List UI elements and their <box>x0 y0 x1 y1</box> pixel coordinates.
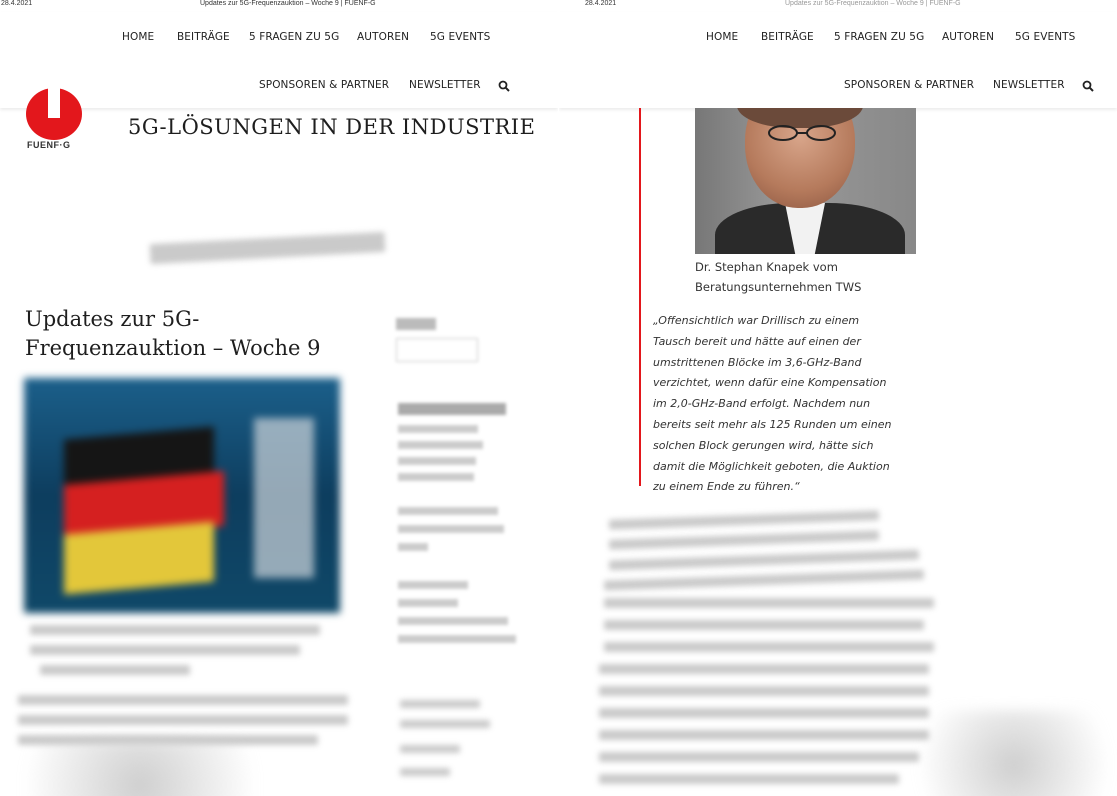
blurred-text <box>398 635 516 643</box>
featured-image[interactable] <box>24 378 340 613</box>
print-title: Updates zur 5G-Frequenzauktion – Woche 9 | FUENF-G <box>200 0 376 7</box>
blurred-text <box>398 507 498 515</box>
blurred-text <box>604 620 924 630</box>
logo-bar <box>48 88 60 118</box>
blurred-text <box>599 730 929 740</box>
search-icon[interactable] <box>498 80 510 92</box>
blurred-text <box>18 695 348 705</box>
left-page <box>0 0 558 796</box>
blurred-text <box>398 425 478 433</box>
main-navigation <box>0 12 558 108</box>
blurred-text <box>609 510 879 529</box>
nav-autoren[interactable]: AUTOREN <box>942 31 995 43</box>
right-page <box>559 0 1117 796</box>
blurred-text <box>599 664 929 674</box>
nav-newsletter[interactable]: NEWSLETTER <box>993 79 1065 91</box>
blurred-text <box>400 768 450 776</box>
blurred-text <box>30 645 300 655</box>
nav-sponsoren[interactable]: SPONSOREN & PARTNER <box>259 79 390 91</box>
blurred-text <box>40 665 190 675</box>
blurred-text <box>398 543 428 551</box>
blurred-text <box>150 232 386 264</box>
sidebar-recent-posts <box>398 403 518 643</box>
print-title: Updates zur 5G-Frequenzauktion – Woche 9 | FUENF-G <box>785 0 961 7</box>
blurred-text <box>400 720 490 728</box>
portrait-caption: Dr. Stephan Knapek vom Beratungsunternehmen TWS <box>695 260 862 294</box>
blurred-text <box>599 774 899 784</box>
nav-sponsoren[interactable]: SPONSOREN & PARTNER <box>844 79 975 91</box>
print-date: 28.4.2021 <box>1 0 33 7</box>
print-header <box>559 0 1117 10</box>
flag-gold-stripe <box>64 521 214 594</box>
blurred-text <box>599 708 929 718</box>
nav-home[interactable]: HOME <box>122 31 155 43</box>
blurred-text <box>398 617 508 625</box>
blurred-text <box>398 441 483 449</box>
nav-autoren[interactable]: AUTOREN <box>357 31 410 43</box>
blurred-text <box>604 569 924 590</box>
page-curl-shadow <box>0 740 300 796</box>
blurred-text <box>396 318 436 330</box>
blurred-text <box>398 581 468 589</box>
blurred-text <box>599 752 919 762</box>
blurred-text <box>400 745 460 753</box>
page-curl-shadow <box>889 710 1117 796</box>
5g-chip-graphic <box>254 418 314 578</box>
blockquote-text: „Offensichtlich war Drillisch zu einem Tausch bereit und hätte auf einen der umstrittenen Blöcke im 3,6-GHz-Band verzichtet, wenn dafür eine Kompensation im 2,0-GHz-Band erfolgt. Nachdem nun bereits seit mehr als 125 Runden um einen solchen Block gerungen wird, hätte sich damit die Möglichkeit geboten, die Auktion zu einem Ende zu führen.“ <box>653 314 892 494</box>
main-navigation <box>559 12 1117 108</box>
search-icon[interactable] <box>1082 80 1094 92</box>
site-tagline: 5G-LÖSUNGEN IN DER INDUSTRIE <box>128 115 536 139</box>
portrait-photo <box>695 108 916 254</box>
blurred-text <box>398 525 504 533</box>
nav-beitraege[interactable]: BEITRÄGE <box>177 31 230 43</box>
site-logo[interactable] <box>26 108 84 156</box>
blurred-text <box>398 403 506 415</box>
sidebar-search-box <box>396 338 478 362</box>
blurred-text <box>609 530 879 549</box>
blurred-text <box>398 457 476 465</box>
nav-5g-events[interactable]: 5G EVENTS <box>1015 31 1076 43</box>
post-title: Updates zur 5G-Frequenzauktion – Woche 9 <box>25 307 321 360</box>
blurred-text <box>398 473 474 481</box>
blurred-text <box>604 642 934 652</box>
blurred-text <box>599 686 929 696</box>
glasses-graphic <box>763 124 843 142</box>
nav-5g-events[interactable]: 5G EVENTS <box>430 31 491 43</box>
nav-5-fragen[interactable]: 5 FRAGEN ZU 5G <box>834 31 925 43</box>
blockquote-accent-bar <box>639 108 641 486</box>
nav-5-fragen[interactable]: 5 FRAGEN ZU 5G <box>249 31 340 43</box>
blurred-text <box>18 715 348 725</box>
blurred-text <box>604 598 934 608</box>
blurred-text <box>609 550 919 571</box>
blurred-text <box>400 700 480 708</box>
nav-home[interactable]: HOME <box>706 31 739 43</box>
print-date: 28.4.2021 <box>585 0 617 7</box>
logo-wordmark: FUENF·G <box>27 140 71 150</box>
blurred-text <box>398 599 458 607</box>
nav-beitraege[interactable]: BEITRÄGE <box>761 31 814 43</box>
print-header <box>0 0 558 10</box>
nav-newsletter[interactable]: NEWSLETTER <box>409 79 481 91</box>
sidebar-search-widget <box>396 318 516 378</box>
blurred-text <box>30 625 320 635</box>
